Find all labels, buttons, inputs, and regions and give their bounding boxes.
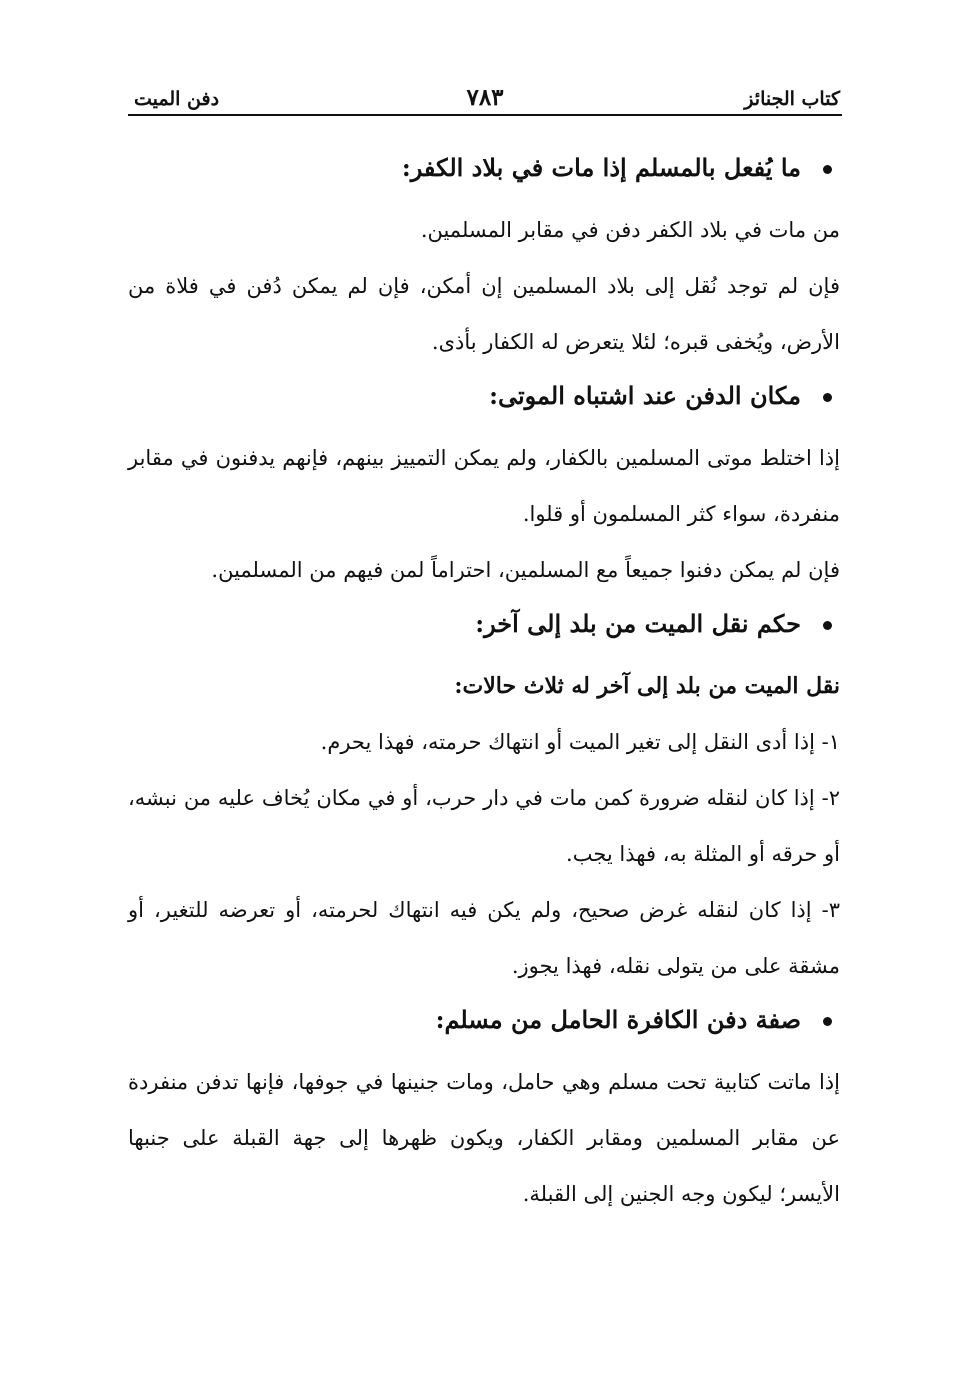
subheading: نقل الميت من بلد إلى آخر له ثلاث حالات:	[454, 673, 840, 699]
book-title: كتاب الجنائز	[744, 88, 840, 110]
section-heading: مكان الدفن عند اشتباه الموتى:	[128, 370, 840, 430]
list-item: ١- إذا أدى النقل إلى تغير الميت أو انتهاك حرمته، فهذا يحرم.	[320, 730, 840, 754]
running-header	[128, 82, 842, 116]
section-heading: صفة دفن الكافرة الحامل من مسلم:	[128, 994, 840, 1054]
paragraph: فإن لم يمكن دفنوا جميعاً مع المسلمين، احتراماً لمن فيهم من المسلمين.	[211, 558, 840, 582]
paragraph: فإن لم توجد نُقل إلى بلاد المسلمين إن أمكن، فإن لم يمكن دُفن في فلاة من الأرض، ويُخفى قبره؛ لئلا يتعرض له الكفار بأذى.	[128, 274, 840, 354]
page-body	[128, 142, 840, 1222]
paragraph: إذا ماتت كتابية تحت مسلم وهي حامل، ومات جنينها في جوفها، فإنها تدفن منفردة عن مقابر المسلمين ومقابر الكفار، ويكون ظهرها إلى جهة القبلة على جنبها الأيسر؛ ليكون وجه الجنين إلى القبلة.	[128, 1070, 840, 1206]
bullet-icon	[823, 393, 832, 402]
bullet-icon	[823, 621, 832, 630]
paragraph: إذا اختلط موتى المسلمين بالكفار، ولم يمكن التمييز بينهم، فإنهم يدفنون في مقابر منفردة، سواء كثر المسلمون أو قلوا.	[128, 446, 840, 526]
list-item: ٢- إذا كان لنقله ضرورة كمن مات في دار حرب، أو في مكان يُخاف عليه من نبشه، أو حرقه أو المثلة به، فهذا يجب.	[128, 786, 840, 866]
list-item: ٣- إذا كان لنقله غرض صحيح، ولم يكن فيه انتهاك لحرمته، أو تعرضه للتغير، أو مشقة على من يتولى نقله، فهذا يجوز.	[128, 898, 840, 978]
paragraph: من مات في بلاد الكفر دفن في مقابر المسلمين.	[420, 218, 840, 242]
bullet-icon	[823, 165, 832, 174]
bullet-icon	[823, 1017, 832, 1026]
section-heading: ما يُفعل بالمسلم إذا مات في بلاد الكفر:	[128, 142, 840, 202]
section-heading: حكم نقل الميت من بلد إلى آخر:	[128, 598, 840, 658]
page-number: ٧٨٣	[466, 84, 504, 111]
chapter-title: دفن الميت	[134, 88, 220, 110]
